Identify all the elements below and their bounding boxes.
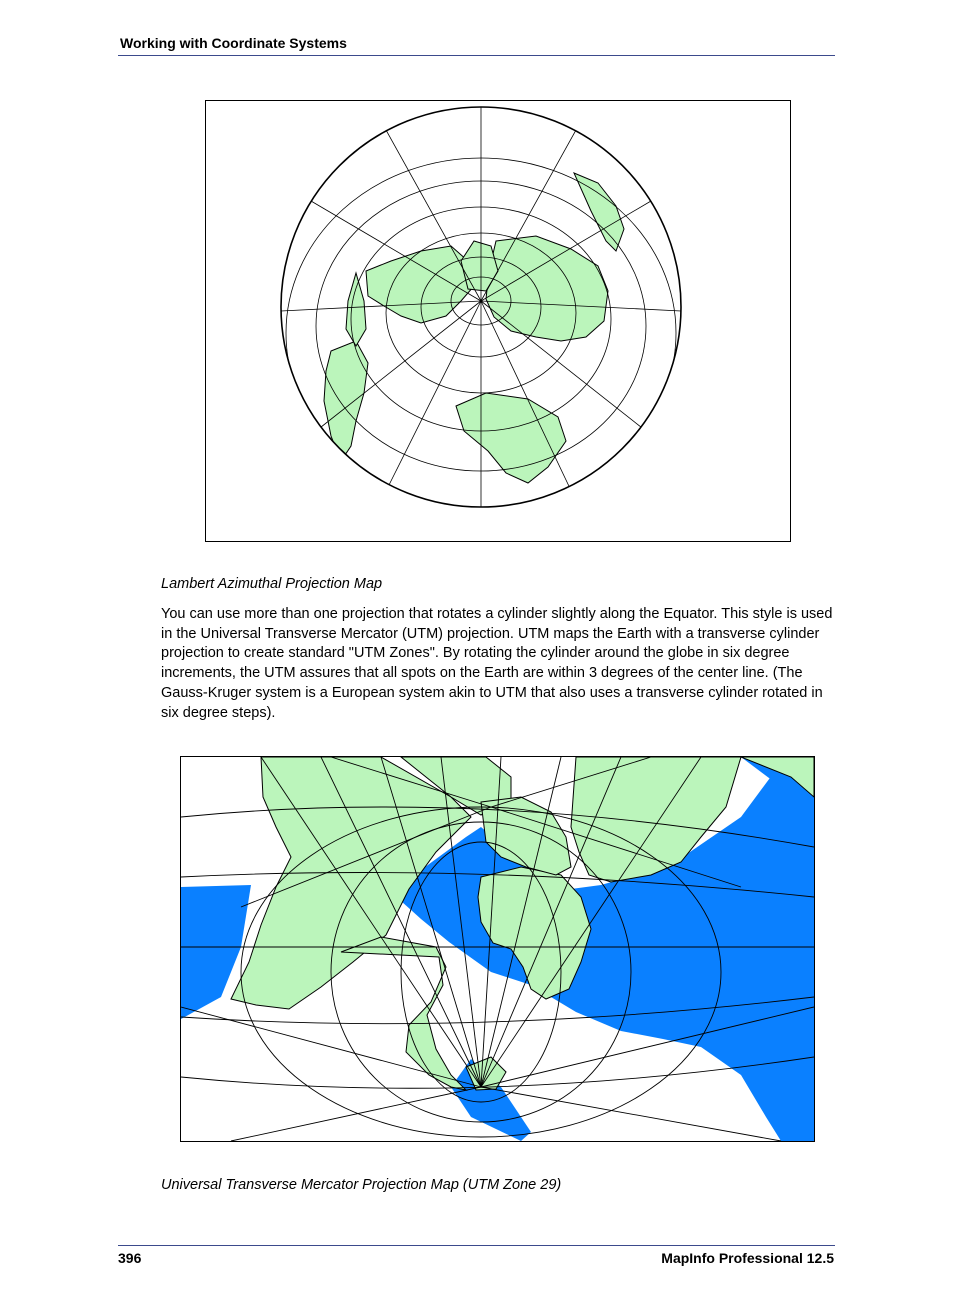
lambert-azimuthal-map: [205, 100, 791, 542]
figure-caption-utm: Universal Transverse Mercator Projection Map (UTM Zone 29): [161, 1177, 562, 1193]
footer-rule: [118, 1245, 835, 1246]
running-header: Working with Coordinate Systems: [120, 35, 347, 51]
body-paragraph: You can use more than one projection that rotates a cylinder slightly along the Equator. This style is used in the Universal Transverse Mercator (UTM) projection. UTM maps the Earth with a transverse cylinder projection to create standard "UTM Zones". By rotating the cylinder around the globe in six degree increments, the UTM assures that all spots on the Earth are within 3 degrees of the center line. (The Gauss-Kruger system is a European system akin to UTM that also uses a transverse cylinder rotated in six degree steps).: [161, 606, 833, 721]
utm-zone-29-map: [180, 756, 815, 1142]
header-rule: [118, 55, 835, 56]
figure-caption-lambert: Lambert Azimuthal Projection Map: [161, 576, 383, 592]
page-number: 396: [118, 1250, 142, 1266]
product-name: MapInfo Professional 12.5: [661, 1250, 834, 1266]
